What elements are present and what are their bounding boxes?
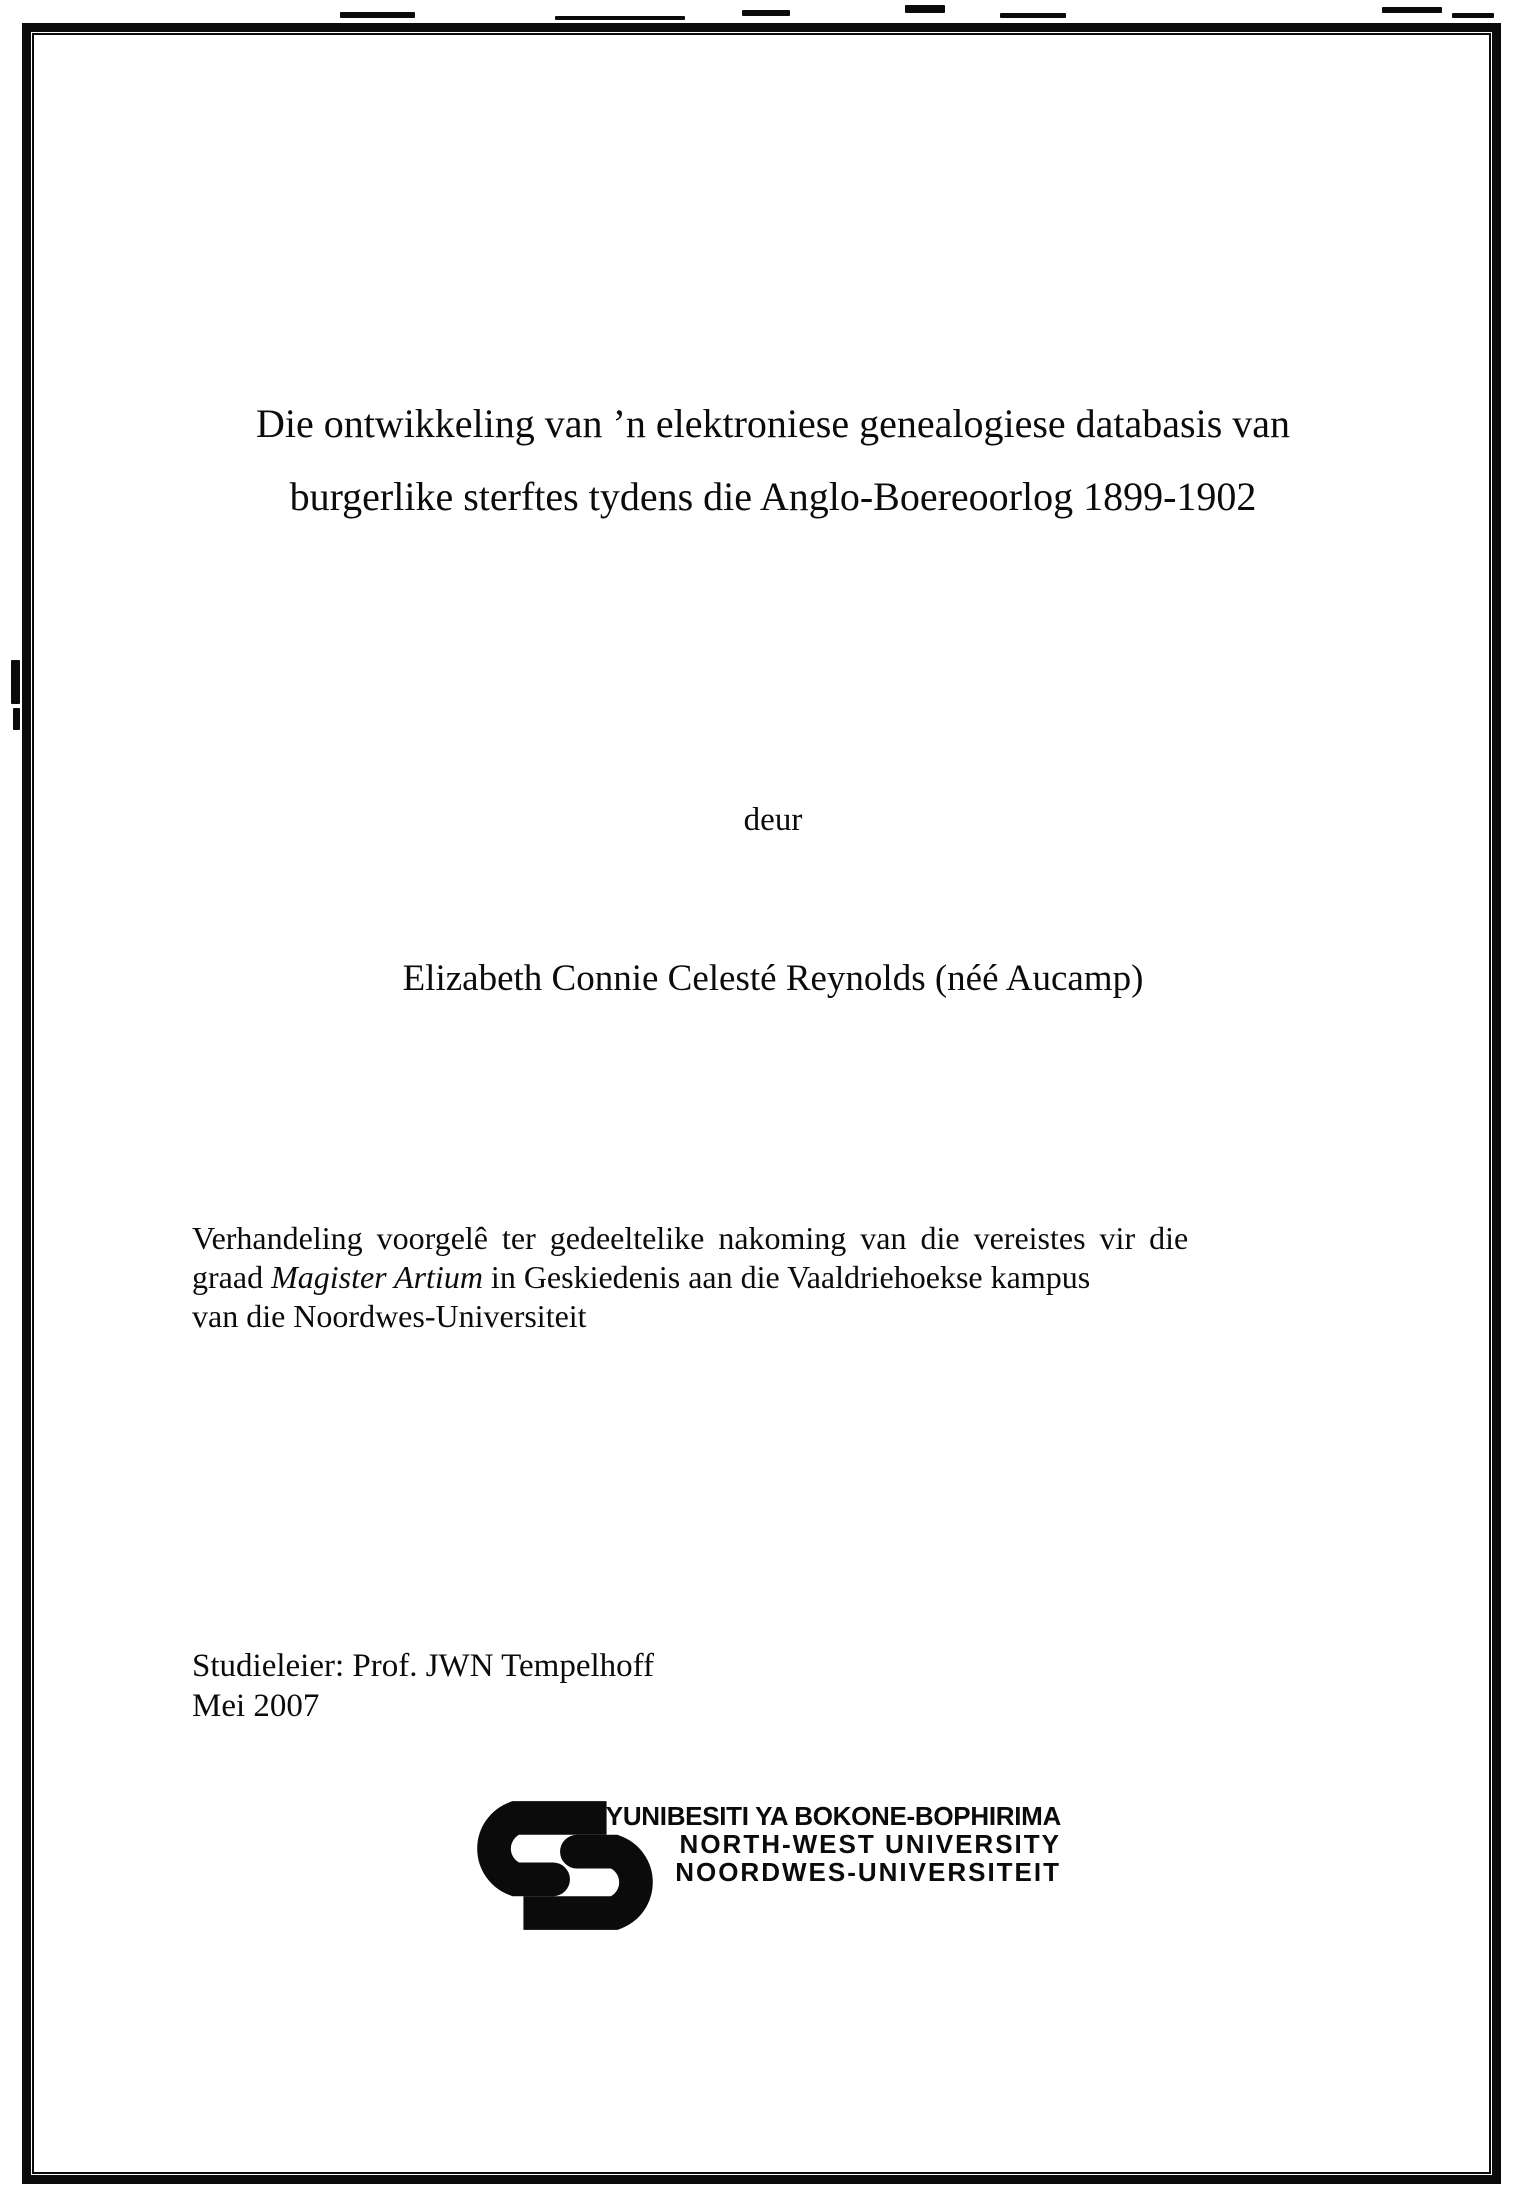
scan-artifact [11, 660, 20, 704]
scan-artifact [905, 5, 945, 13]
logo-text-setswana: YUNIBESITI YA BOKONE-BOPHIRIMA [605, 1801, 1061, 1831]
university-logo-text [581, 1802, 1061, 1886]
scan-artifact [1452, 13, 1494, 18]
scan-artifact [340, 12, 415, 18]
scan-artifact [13, 708, 20, 730]
statement-line-2-prefix: graad [192, 1259, 272, 1295]
thesis-title-line-2: burgerlike sterftes tydens die Anglo-Boereoorlog 1899-1902 [289, 474, 1257, 519]
author-name: Elizabeth Connie Celesté Reynolds (néé Aucamp) [402, 958, 1144, 999]
statement-line-3: van die Noordwes-Universiteit [192, 1298, 587, 1334]
statement-line-1: Verhandeling voorgelê ter gedeeltelike nakoming van die vereistes vir die [192, 1220, 1189, 1256]
logo-text-afrikaans: NOORDWES-UNIVERSITEIT [675, 1857, 1061, 1887]
statement-degree-name: Magister Artium [271, 1259, 483, 1295]
statement-line-2 [192, 1258, 1354, 1297]
logo-text-english: NORTH-WEST UNIVERSITY [679, 1829, 1061, 1859]
scan-artifact [1382, 7, 1442, 13]
scan-artifact [742, 10, 790, 16]
university-logo [466, 1797, 1066, 1937]
thesis-statement [192, 1219, 1354, 1336]
thesis-title [192, 387, 1354, 533]
scan-artifact [555, 16, 685, 20]
scan-artifact [1000, 13, 1066, 18]
date-line: Mei 2007 [192, 1688, 320, 1724]
supervisor-line: Studieleier: Prof. JWN Tempelhoff [192, 1648, 655, 1684]
byline-label: deur [743, 802, 803, 838]
thesis-title-line-1: Die ontwikkeling van ’n elektroniese genealogiese databasis van [255, 401, 1291, 446]
statement-line-2-suffix: in Geskiedenis aan die Vaaldriehoekse kampus [482, 1259, 1091, 1295]
supervisor-block [192, 1646, 1354, 1726]
